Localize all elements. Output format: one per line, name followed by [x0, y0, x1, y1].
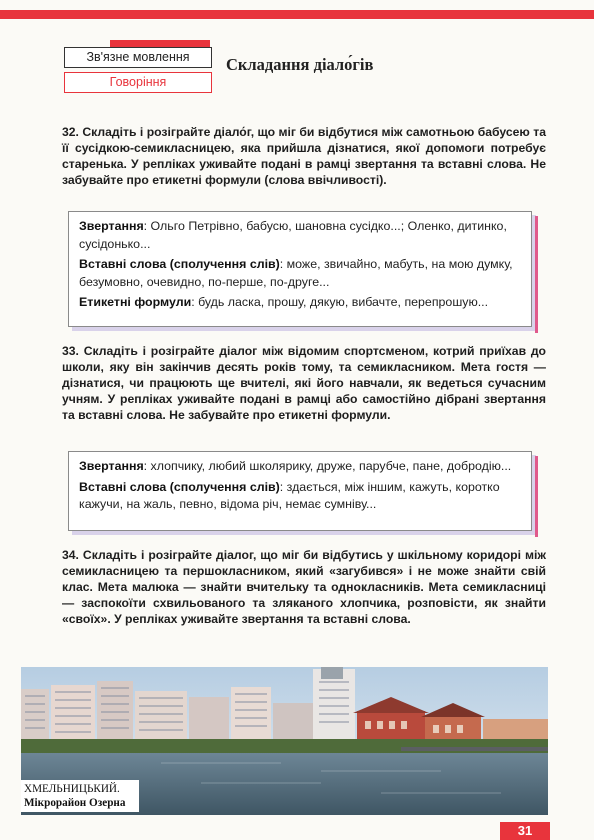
box-line: [79, 479, 521, 514]
vocabulary-box-32: [68, 211, 532, 327]
box-line-label: Вставні слова (сполучення слів): [79, 257, 280, 271]
box-line: [79, 458, 521, 476]
tag-accent-bar: [110, 40, 210, 47]
page-number: 31: [500, 822, 550, 840]
box-line-text: : здається, між іншим, кажуть, коротко кажучи, на жаль, певно, відома річ, немає сумніву...: [79, 479, 500, 511]
box-line-text: : будь ласка, прошу, дякую, вибачте, перепрошую...: [191, 295, 489, 309]
box-line-label: Вставні слова (сполучення слів): [79, 479, 280, 494]
task-32: 32. Складіть і розіграйте діало́г, що міг би відбутися між самотньою бабусею та її сусідкою-семикласницею, яка прийшла дізнатися, якої допомоги потребує старенька. У репліках уживайте подані в рамці звертання та вставні слова. Не забувайте про етикетні формули (слова ввічливості).: [62, 125, 546, 187]
caption-city: ХМЕЛЬНИЦЬКИЙ.: [24, 783, 120, 795]
box-line-text: : хлопчику, любий школярику, друже, парубче, пане, добродію...: [143, 459, 512, 473]
task-33: 33. Складіть і розіграйте діалог між відомим спортсменом, котрий приїхав до школи, яку він закінчив десять років тому, та семикласником. Мета гостя — дізнатися, чи працюють ще вчителі, які його навчали, як ведеться сучасним учням. У репліках уживайте подані в рамці або самостійно дібрані звертання та вставні слова. Не забувайте про етикетні формули.: [62, 344, 546, 422]
box-line: [79, 256, 521, 291]
box-line-label: Звертання: [79, 459, 144, 473]
box-line-text: : Ольго Петрівно, бабусю, шановна сусідко...; Оленко, дитинко, сусідонько...: [79, 219, 507, 251]
box-line: [79, 218, 521, 253]
box-line-label: Етикетні формули: [79, 295, 192, 309]
top-accent-stripe: [0, 10, 594, 19]
page-title: Складання діало́гів: [226, 55, 374, 74]
section-tag-coherent-speech: Зв'язне мовлення: [64, 47, 212, 68]
section-tag-speaking: Говоріння: [64, 72, 212, 93]
box-line: [79, 294, 521, 312]
box-line-text: : може, звичайно, мабуть, на мою думку, безумовно, очевидно, по-перше, по-друге...: [79, 257, 513, 289]
box-line-label: Звертання: [79, 219, 144, 233]
section-tags: [64, 47, 212, 93]
vocabulary-box-33: [68, 451, 532, 531]
caption-district: Мікрорайон Озерна: [24, 797, 126, 809]
task-34: 34. Складіть і розіграйте діалог, що міг би відбутись у шкільному коридорі між семикласницею та першокласником, який «загубився» і не може знайти свій клас. Мета малюка — знайти вчительку та однокласників. Мета семикласниці — заспокоїти схвильованого та зляканого хлопчика, розповісти, як знайти «своїх». У репліках уживайте звертання та вставні слова.: [62, 548, 546, 626]
photo-caption: [21, 780, 139, 812]
